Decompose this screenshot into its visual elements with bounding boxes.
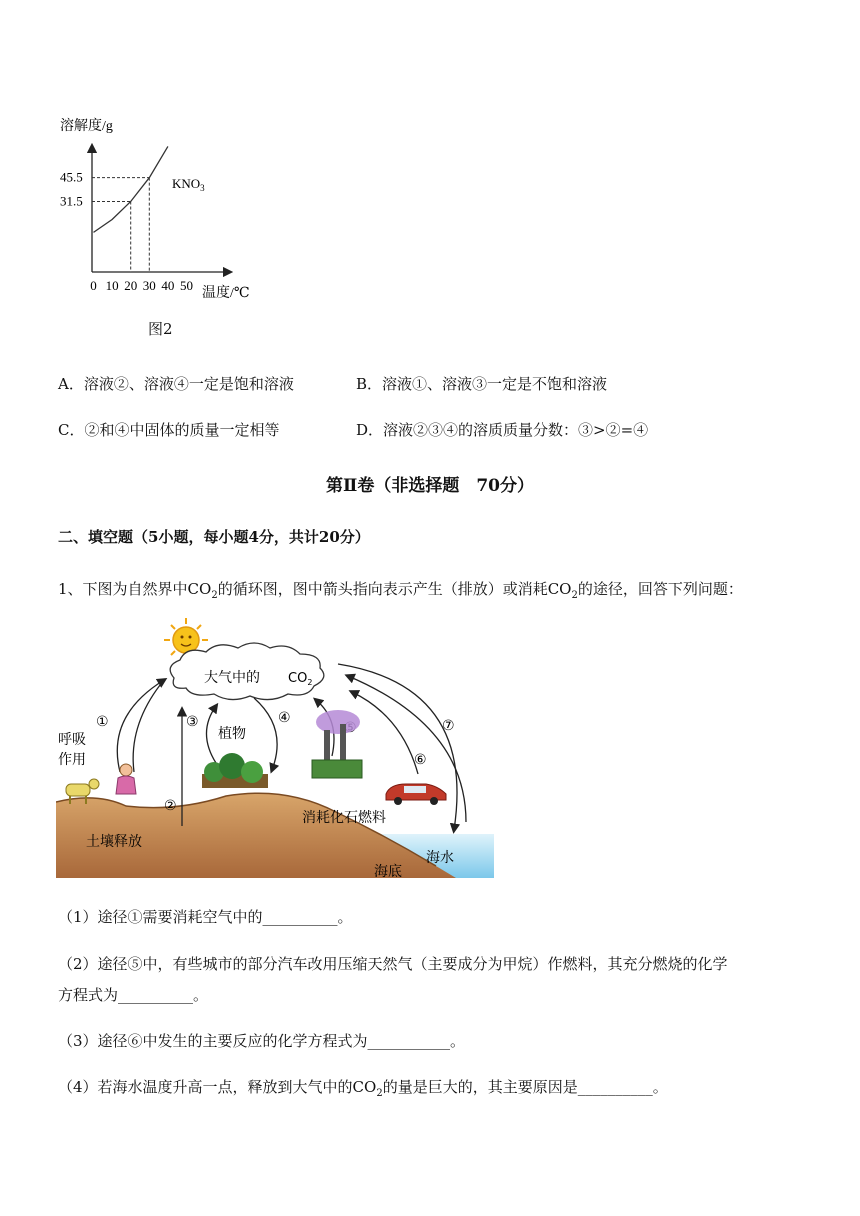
seabed-label: 海底 [374, 864, 402, 880]
respiration-label-line2: 作用 [58, 752, 86, 768]
atmosphere-label: 大气中的 [204, 670, 260, 686]
y-axis-label: 溶解度/g [60, 119, 113, 134]
option-c: C．②和④中固体的质量一定相等 [58, 421, 280, 439]
x-tick-label-5: 40 [161, 278, 175, 293]
path-number-1: ① [96, 714, 109, 730]
sub-question-3: （3）途径⑥中发生的主要反应的化学方程式为___________。 [58, 1032, 466, 1050]
stem-part-c: 的途径，回答下列问题： [577, 580, 743, 598]
series-line-kno3 [94, 146, 168, 232]
subscript-2: 2 [376, 1088, 383, 1099]
option-d: D．溶液②③④的溶质质量分数：③>②=④ [356, 421, 649, 439]
section-heading: 二、填空题（5小题，每小题4分，共计20分） [58, 528, 370, 546]
path-number-7: ⑦ [442, 718, 455, 734]
path-number-2: ② [164, 798, 177, 814]
option-b: B．溶液①、溶液③一定是不饱和溶液 [356, 375, 608, 393]
car-icon [386, 784, 446, 805]
x-tick-label-4: 30 [142, 278, 156, 293]
arrow-path-3-plants [206, 706, 218, 766]
sub-question-4-part-b: 的量是巨大的，其主要原因是__________。 [382, 1078, 668, 1096]
x-tick-label-2: 10 [105, 278, 119, 293]
soil-release-label: 土壤释放 [86, 834, 142, 850]
dashed-guides [92, 178, 149, 272]
arrow-path-1-human [133, 680, 164, 772]
y-tick-labels [60, 170, 83, 209]
series-label-kno3: $KNO_3$ [172, 176, 205, 193]
sub-question-4 [58, 1076, 668, 1099]
path-number-6: ⑥ [414, 752, 427, 768]
sub-question-4-part-a: （4）若海水温度升高一点，释放到大气中的CO [58, 1078, 377, 1096]
sub-question-2-line2: 方程式为__________。 [58, 986, 209, 1004]
question-1-stem [58, 578, 743, 601]
path-number-3: ③ [186, 714, 199, 730]
sub-question-1: （1）途径①需要消耗空气中的__________。 [58, 908, 353, 926]
arrow-path-1-respiration [117, 680, 164, 772]
subscript-3: 3 [200, 183, 205, 193]
carbon-cycle-diagram [56, 616, 496, 882]
subscript-2: 2 [211, 590, 218, 601]
fossil-fuel-label: 消耗化石燃料 [302, 810, 386, 826]
x-tick-label-3: 20 [124, 278, 138, 293]
sub-question-2-line1: （2）途径⑤中，有些城市的部分汽车改用压缩天然气（主要成分为甲烷）作燃料，其充分燃烧的化学 [58, 955, 728, 973]
x-axis-label: 温度/℃ [202, 286, 250, 301]
part2-title: 第Ⅱ卷（非选择题 70分） [326, 476, 534, 496]
y-tick-label-1: 31.5 [60, 193, 83, 209]
stem-part-a: 1、下图为自然界中CO [58, 580, 212, 598]
arrow-path-7-ocean-down [338, 664, 457, 830]
x-tick-label-1: 0 [90, 278, 97, 293]
respiration-label-line1: 呼吸 [58, 732, 86, 748]
option-a: A．溶液②、溶液④一定是饱和溶液 [58, 375, 294, 393]
co2-subscript: 2 [307, 678, 313, 687]
plants-icon [202, 753, 268, 788]
path-number-4: ④ [278, 710, 291, 726]
solubility-chart [52, 112, 262, 312]
plants-label: 植物 [218, 726, 246, 742]
figure-caption: 图2 [148, 320, 173, 338]
arrow-path-4-photosynthesis [254, 698, 277, 770]
x-tick-label-6: 50 [180, 278, 193, 293]
subscript-2: 2 [571, 590, 578, 601]
stem-part-b: 的循环图，图中箭头指向表示产生（排放）或消耗CO [217, 580, 572, 598]
seawater-label: 海水 [426, 850, 454, 866]
y-tick-label-2: 45.5 [60, 169, 83, 185]
x-tick-labels [90, 278, 193, 293]
co2-label: $CO_2$ [288, 671, 313, 687]
factory-icon [312, 710, 362, 778]
